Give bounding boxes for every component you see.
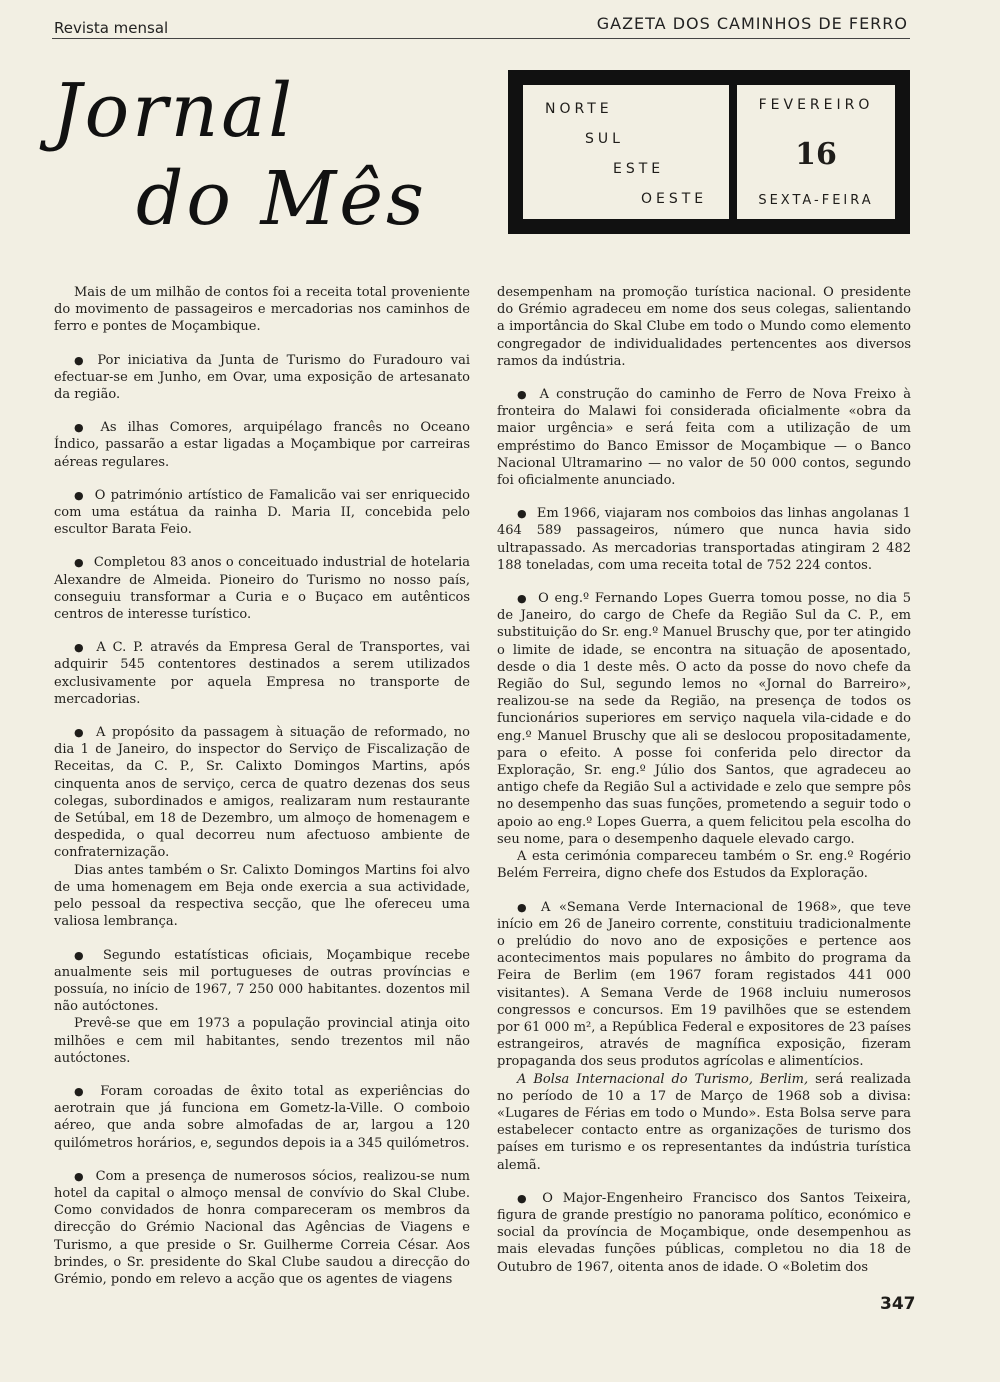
header-rule xyxy=(52,38,910,39)
news-paragraph xyxy=(54,724,470,862)
bullet-icon: ● xyxy=(517,507,527,521)
news-text: Foram coroadas de êxito total as experiências do aerotrain que já funciona em Gometz-la-Ville. O comboio aéreo, que anda sobre almofadas de ar, largou a 120 quilómetros horários, e, segundos depois ia a 345 quilómetros. xyxy=(54,1083,470,1151)
bullet-icon: ● xyxy=(517,1191,533,1205)
news-item xyxy=(497,1190,911,1276)
date-box-divider xyxy=(729,85,737,219)
date-day: 16 xyxy=(795,137,837,172)
news-text: O Major-Engenheiro Francisco dos Santos Teixeira, figura de grande prestígio no panorama político, económico e social da província de Moçambique, onde desempenhou as mais elevadas funções públicas, completou no dia 18 de Outubro de 1967, oitenta anos de idade. O «Boletim dos xyxy=(497,1190,911,1275)
bullet-icon: ● xyxy=(74,1084,91,1098)
news-text: As ilhas Comores, arquipélago francês no Oceano Índico, passarão a estar ligadas a Moçambique por carreiras aéreas regulares. xyxy=(54,420,470,470)
direction-west: OESTE xyxy=(641,191,708,207)
news-text: O eng.º Fernando Lopes Guerra tomou posse, no dia 5 de Janeiro, do cargo de Chefe da Região Sul da C. P., em substituição do Sr. eng.º Manuel Bruschy que, por ter atingido o limite de idade, se encontra na situação de aposentado, desde o dia 1 deste mês. O acto da posse do novo chefe da Região do Sul, segundo lemos no «Jornal do Barreiro», realizou-se na sede da Região, na presença de todos os funcionários superiores em serviço naquela vila-cidade e do eng.º Manuel Bruschy que ali se deslocou propositadamente, para o efeito. A posse foi conferida pelo director da Exploração, Sr. eng.º Júlio dos Santos, que agradeceu ao antigo chefe da Região Sul a actividade e zelo que sempre pôs no desempenho das suas funções, prometendo a seguir todo o apoio ao eng.º Lopes Guerra, a quem felicitou pela escolha do seu nome, para o desempenho daquele elevado cargo. xyxy=(497,591,911,847)
news-item xyxy=(54,419,470,471)
news-item xyxy=(497,899,911,1174)
bullet-icon: ● xyxy=(74,1169,86,1183)
news-paragraph xyxy=(497,505,911,574)
direction-north: NORTE xyxy=(545,101,613,117)
news-item xyxy=(54,1083,470,1152)
news-paragraph xyxy=(54,352,470,404)
news-text: O património artístico de Famalicão vai ser enriquecido com uma estátua da rainha D. Maria II, concebida pelo escultor Barata Feio. xyxy=(54,487,471,538)
news-text: desempenham na promoção turística nacional. O presidente do Grémio agradeceu em nome dos seus colegas, salientando a importância do Skal Clube em todo o Mundo como elemento congregador de individualidades pertencentes aos diversos ramos da indústria. xyxy=(497,285,911,369)
news-item xyxy=(54,639,470,708)
news-paragraph xyxy=(497,590,911,848)
news-text: Segundo estatísticas oficiais, Moçambique recebe anualmente seis mil portugueses de outras províncias e possuía, no início de 1967, 7 250 000 habitantes. dozentos mil não autóctones. xyxy=(54,947,470,1015)
bullet-icon: ● xyxy=(74,948,93,962)
news-paragraph xyxy=(497,899,911,1071)
bullet-icon: ● xyxy=(74,488,85,502)
bullet-icon: ● xyxy=(517,592,529,606)
bullet-icon: ● xyxy=(74,353,88,367)
news-paragraph xyxy=(54,862,470,931)
news-paragraph xyxy=(54,284,470,336)
news-paragraph xyxy=(497,386,911,489)
news-paragraph xyxy=(54,639,470,708)
running-header-left: Revista mensal xyxy=(54,19,169,37)
news-text: Completou 83 anos o conceituado industrial de hotelaria Alexandre de Almeida. Pioneiro do Turismo no nosso país, conseguiu transformar a Curia e o Buçaco em autênticos centros de interesse turístico. xyxy=(54,555,470,623)
news-item xyxy=(54,284,470,336)
news-item xyxy=(54,1168,470,1288)
news-text: Com a presença de numerosos sócios, realizou-se num hotel da capital o almoço mensal de convívio do Skal Clube. Como convidados de honra compareceram os membros da direcção do Grémio Nacional das Agências de Viagens e Turismo, a que preside o Sr. Guilherme Correia César. Aos brindes, o Sr. presidente do Skal Clube saudou a direcção do Grémio, pondo em relevo a acção que os agentes de viagens xyxy=(54,1168,470,1287)
bullet-icon: ● xyxy=(74,421,91,435)
news-paragraph xyxy=(54,1168,470,1288)
news-text: Mais de um milhão de contos foi a receita total proveniente do movimento de passageiros e mercadorias nos caminhos de ferro e pontes de Moçambique. xyxy=(54,285,470,335)
news-paragraph xyxy=(497,284,911,370)
news-paragraph xyxy=(497,1071,911,1174)
date-month: FEVEREIRO xyxy=(758,97,874,113)
news-item xyxy=(54,352,470,404)
date-weekday: SEXTA-FEIRA xyxy=(758,193,874,208)
section-title-line2: do Mês xyxy=(136,156,427,242)
news-paragraph xyxy=(497,1190,911,1276)
bullet-icon: ● xyxy=(74,641,87,655)
news-paragraph xyxy=(54,487,470,539)
news-item xyxy=(497,284,911,370)
news-text: Prevê-se que em 1973 a população provincial atinja oito milhões e cem mil habitantes, sendo trezentos mil não autóctones. xyxy=(54,1016,470,1066)
bullet-icon: ● xyxy=(74,726,87,740)
news-text: A esta cerimónia compareceu também o Sr. eng.º Rogério Belém Ferreira, digno chefe dos Estudos da Exploração. xyxy=(497,849,911,882)
running-header-right: GAZETA DOS CAMINHOS DE FERRO xyxy=(596,14,908,33)
news-text: A propósito da passagem à situação de reformado, no dia 1 de Janeiro, do inspector do Serviço de Fiscalização de Receitas, da C. P., Sr. Calixto Domingos Martins, após cinquenta anos de serviço, cerca de quatro dezenas dos seus colegas, subordinados e amigos, realizaram num restaurante de Setúbal, em 18 de Dezembro, um almoço de homenagem e despedida, o qual decorreu num afectuoso ambiente de confraternização. xyxy=(54,725,470,861)
date-box xyxy=(508,70,910,234)
news-item xyxy=(54,487,470,539)
news-item xyxy=(497,505,911,574)
news-text: A «Semana Verde Internacional de 1968», que teve início em 26 de Janeiro corrente, constituiu tradicionalmente o prelúdio do novo ano de exposições e pertence aos acontecimentos mais populares no âmbito do programa da Feira de Berlim (em 1967 foram registados 441 000 visitantes). A Semana Verde de 1968 incluiu numerosos congressos e concursos. Em 19 pavilhões que se estendem por 61 000 m², a República Federal e expositores de 23 países estrangeiros, através de magnífica exposição, fizeram propaganda dos seus produtos agrícolas e alimentícios. xyxy=(497,899,911,1070)
bullet-icon: ● xyxy=(517,388,530,402)
news-paragraph xyxy=(54,554,470,623)
news-item xyxy=(497,386,911,489)
section-title xyxy=(52,68,472,242)
news-text: A C. P. através da Empresa Geral de Transportes, vai adquirir 545 contentores destinados a serem utilizados exclusivamente por aquela Empresa no transporte de mercadorias. xyxy=(54,640,470,707)
news-text: será realizada no período de 10 a 17 de Março de 1968 sob a divisa: «Lugares de Férias em todo o Mundo». Esta Bolsa serve para estabelecer contacto entre as organizações de turismo dos países em turismo e os representantes da indústria turística alemã. xyxy=(497,1071,912,1173)
news-paragraph xyxy=(497,848,911,882)
direction-south: SUL xyxy=(585,131,624,147)
news-paragraph xyxy=(54,947,470,1016)
direction-east: ESTE xyxy=(613,161,665,177)
news-item xyxy=(54,724,470,930)
news-text: Por iniciativa da Junta de Turismo do Furadouro vai efectuar-se em Junho, em Ovar, uma exposição de artesanato da região. xyxy=(54,352,470,403)
news-item xyxy=(54,554,470,623)
news-paragraph xyxy=(54,1083,470,1152)
compass-directions xyxy=(523,85,729,219)
left-column xyxy=(54,284,470,1304)
italic-lead: A Bolsa Internacional do Turismo, Berlim, xyxy=(517,1071,809,1087)
bullet-icon: ● xyxy=(517,900,532,914)
bullet-icon: ● xyxy=(74,556,84,570)
news-text: Em 1966, viajaram nos comboios das linhas angolanas 1 464 589 passageiros, número que nunca havia sido ultrapassado. As mercadorias transportadas atingiram 2 482 188 toneladas, com uma receita total de 752 224 contos. xyxy=(497,506,911,573)
news-item xyxy=(497,590,911,882)
right-column xyxy=(497,284,911,1292)
news-text: Dias antes também o Sr. Calixto Domingos Martins foi alvo de uma homenagem em Beja onde exercia a sua actividade, pelo pessoal da respectiva secção, que lhe ofereceu uma valiosa lembrança. xyxy=(54,862,470,930)
page-number: 347 xyxy=(880,1294,916,1314)
section-title-line1: Jornal xyxy=(52,68,296,154)
news-item xyxy=(54,947,470,1067)
date-display xyxy=(737,85,895,219)
news-paragraph xyxy=(54,419,470,471)
news-text: A construção do caminho de Ferro de Nova Freixo à fronteira do Malawi foi considerada oficialmente «obra da maior urgência» e será feita com a utilização de um empréstimo do Banco Emissor de Moçambique — o Banco Nacional Ultramarino — no valor de 50 000 contos, segundo foi oficialmente anunciado. xyxy=(497,387,911,489)
news-paragraph xyxy=(54,1015,470,1067)
